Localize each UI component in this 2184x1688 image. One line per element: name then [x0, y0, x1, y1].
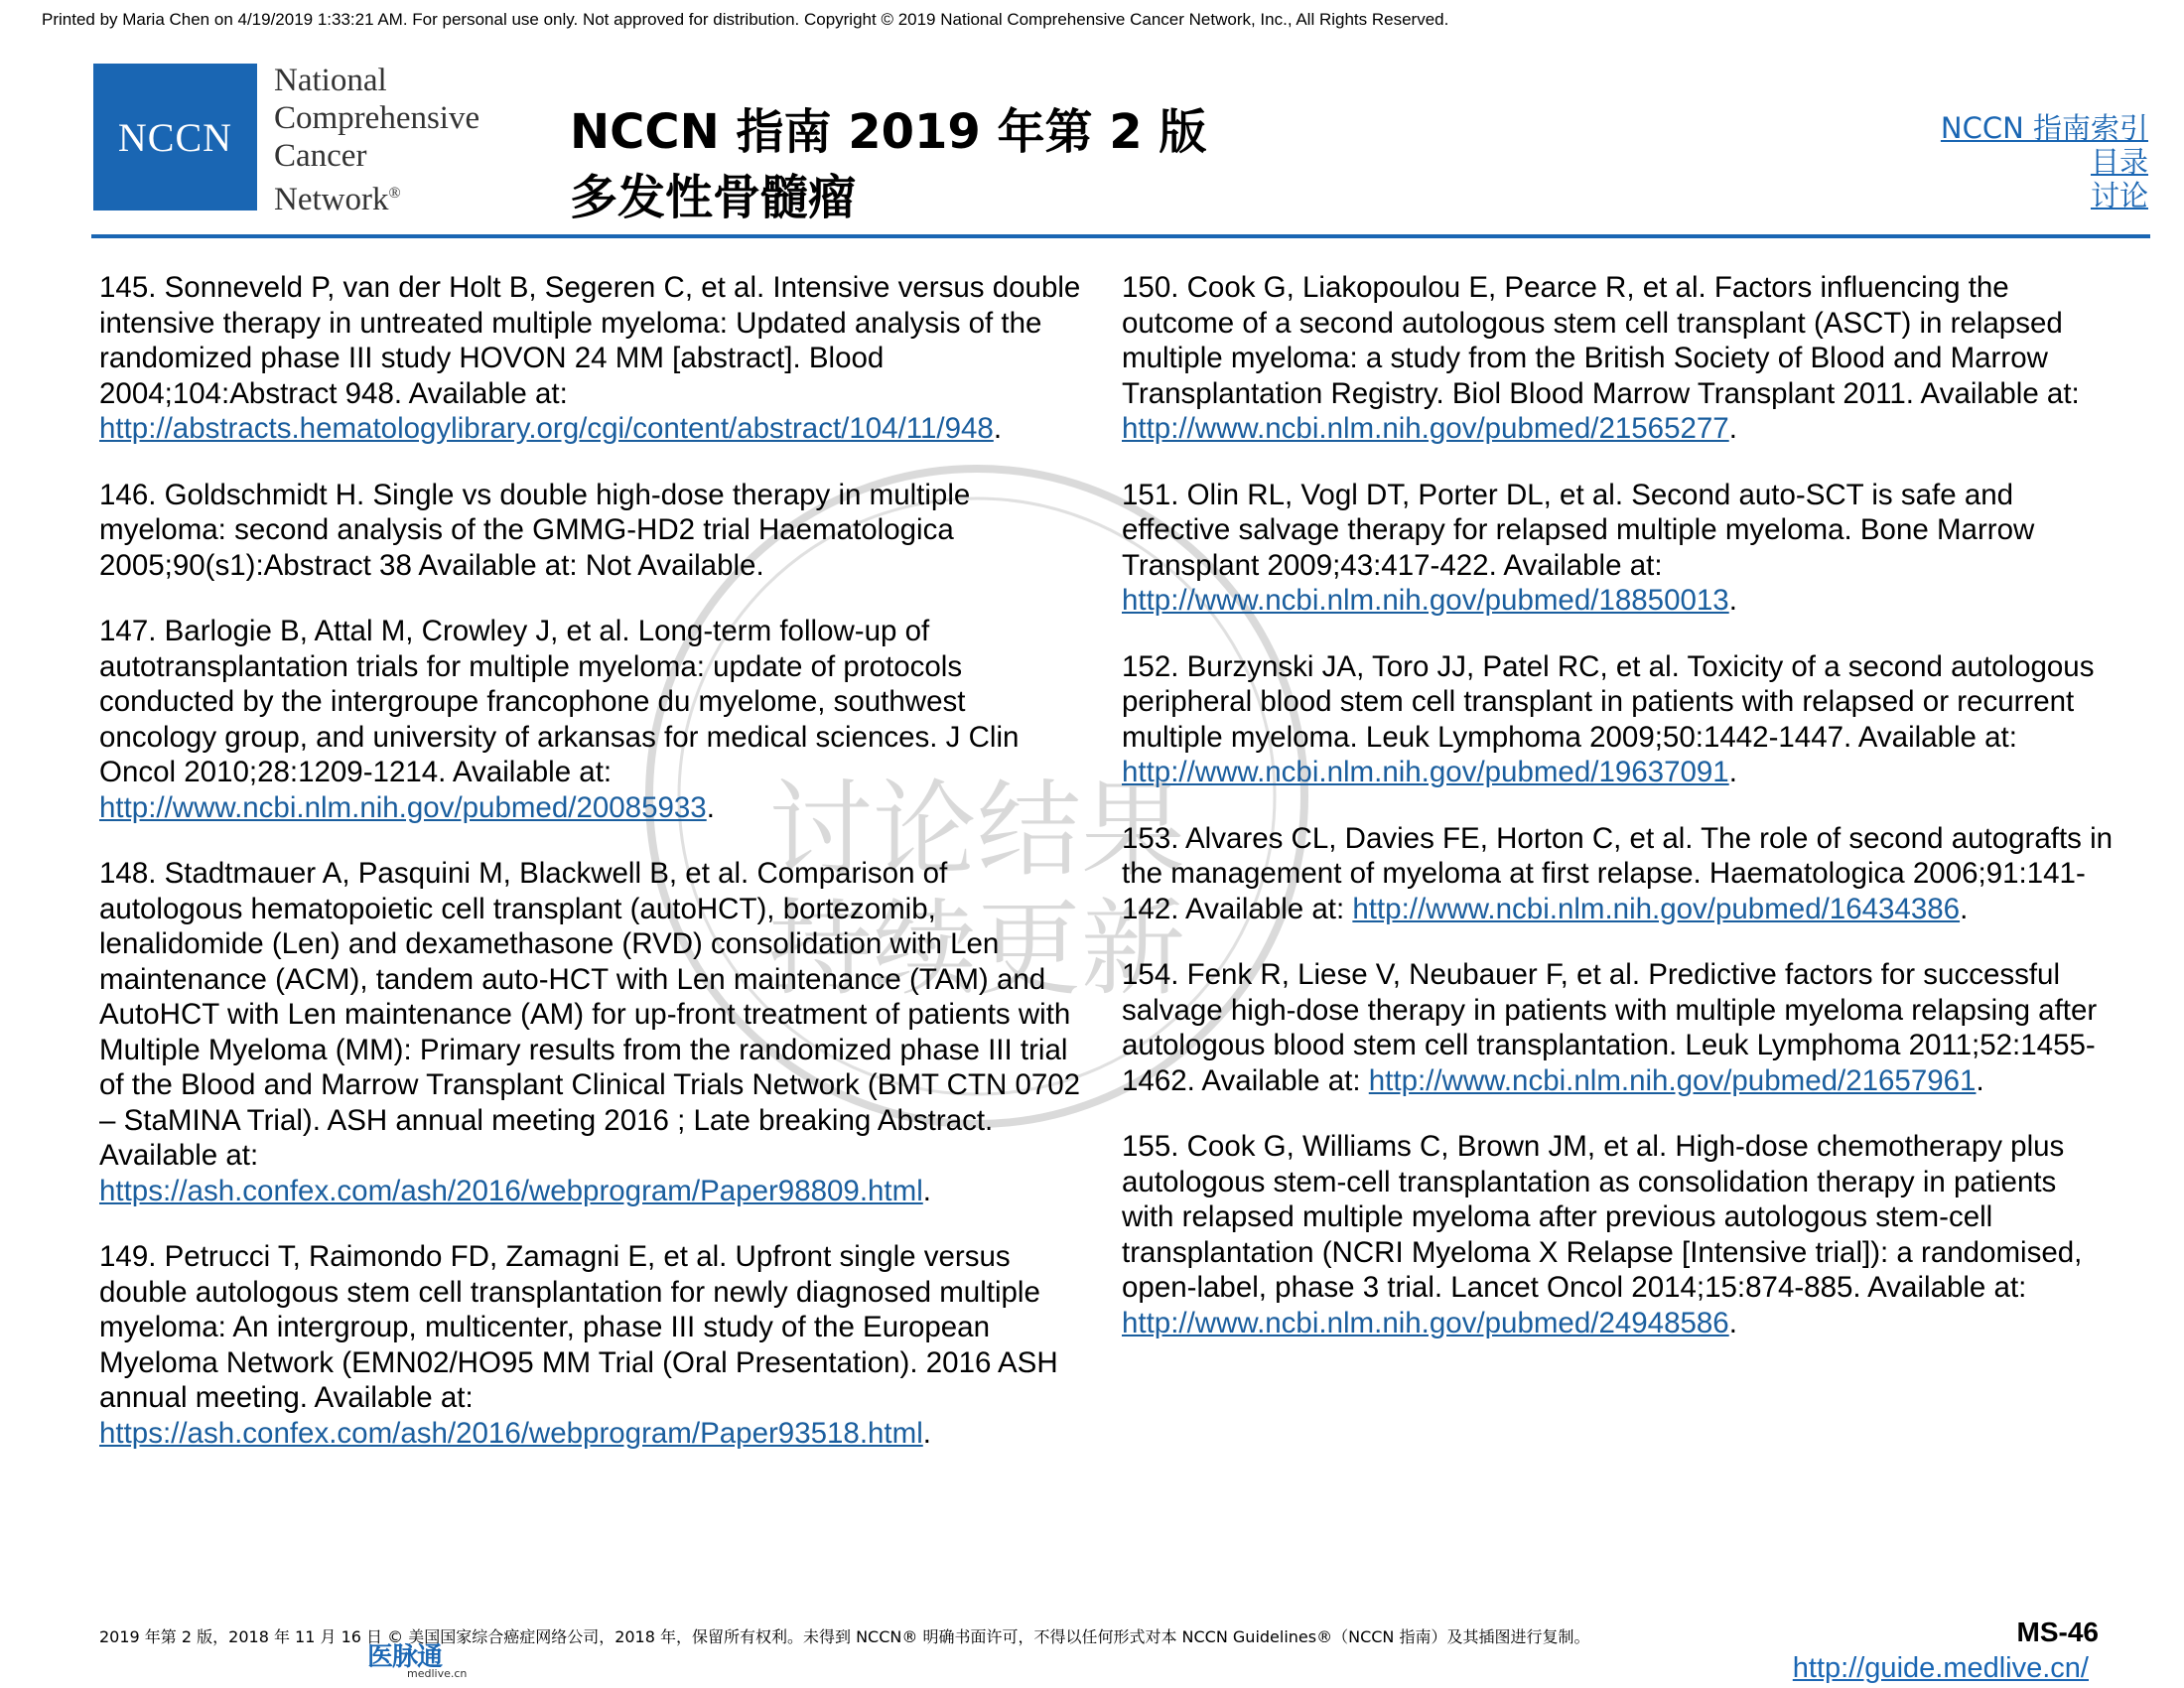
- medlive-logo: [367, 1636, 467, 1680]
- org-name: [274, 62, 479, 218]
- reference-151: 151. Olin RL, Vogl DT, Porter DL, et al. Second auto-SCT is safe and effective salvage therapy for relapsed multiple myeloma. Bone Marrow Transplant 2009;43:417-422. Available at: http://www.ncbi.nlm.nih.gov/pubmed/18850013.: [1122, 478, 2035, 617]
- link-guidelines-index[interactable]: NCCN 指南索引: [1940, 111, 2148, 145]
- reference-link[interactable]: http://www.ncbi.nlm.nih.gov/pubmed/16434386: [1352, 892, 1961, 925]
- org-name-line: Network®: [274, 182, 401, 217]
- references-left-column: [99, 270, 1082, 1481]
- reference-link[interactable]: http://www.ncbi.nlm.nih.gov/pubmed/18850013: [1122, 584, 1729, 617]
- reference-154: 154. Fenk R, Liese V, Neubauer F, et al. Predictive factors for successful salvage high-dose therapy in patients with multiple myeloma relapsing after autologous blood stem cell transplantation. Leuk Lymphoma 2011;52:1455-1462. Available at: http://www.ncbi.nlm.nih.gov/pubmed/21657961.: [1122, 958, 2098, 1097]
- reference-149: 149. Petrucci T, Raimondo FD, Zamagni E, et al. Upfront single versus double autologous stem cell transplantation for newly diagnosed multiple myeloma: An intergroup, multicenter, phase III study of the European Myeloma Network (EMN02/HO95 MM Trial (Oral Presentation). 2016 ASH annual meeting. Available at: https://ash.confex.com/ash/2016/webprogram/Paper93518.html.: [99, 1240, 1058, 1450]
- footer-copyright: 2019 年第 2 版，2018 年 11 月 16 日 © 美国国家综合癌症网络公司，2018 年，保留所有权利。未得到 NCCN® 明确书面许可，不得以任何形式对本 NCCN Guidelines®（NCCN 指南）及其插图进行复制。: [99, 1627, 1590, 1646]
- medlive-logo-text: 医脉通: [367, 1642, 443, 1672]
- title-line-1: NCCN 指南 2019 年第 2 版: [570, 104, 1207, 160]
- reference-153: 153. Alvares CL, Davies FE, Horton C, et al. The role of second autografts in the management of myeloma at first relapse. Haematologica 2006;91:141-142. Available at: http://www.ncbi.nlm.nih.gov/pubmed/16434386.: [1122, 821, 2114, 925]
- reference-link[interactable]: http://www.ncbi.nlm.nih.gov/pubmed/20085933: [99, 790, 707, 824]
- link-discussion[interactable]: 讨论: [2090, 179, 2148, 212]
- reference-146: 146. Goldschmidt H. Single vs double high-dose therapy in multiple myeloma: second analysis of the GMMG-HD2 trial Haematologica 2005;90(s1):Abstract 38 Available at: Not Available.: [99, 478, 971, 582]
- reference-link[interactable]: http://abstracts.hematologylibrary.org/cgi/content/abstract/104/11/948: [99, 412, 994, 445]
- watermark-text-2: 持续更新: [767, 889, 1186, 1010]
- reference-link[interactable]: http://www.ncbi.nlm.nih.gov/pubmed/19637091: [1122, 756, 1729, 788]
- org-name-line: National: [274, 63, 387, 98]
- references-right-column: [1122, 270, 2115, 1371]
- footer-url-link[interactable]: http://guide.medlive.cn/: [1792, 1652, 2089, 1684]
- medlive-logo-sub: medlive.cn: [407, 1667, 468, 1680]
- title-line-2: 多发性骨髓瘤: [570, 170, 857, 225]
- top-nav: [1941, 111, 2148, 212]
- reference-147: 147. Barlogie B, Attal M, Crowley J, et al. Long-term follow-up of autotransplantation trials for multiple myeloma: update of protocols conducted by the intergroupe francophone du myelome, southwest oncology group, and university of arkansas for medical sciences. J Clin Oncol 2010;28:1209-1214. Available at: http://www.ncbi.nlm.nih.gov/pubmed/20085933.: [99, 615, 1020, 824]
- reference-152: 152. Burzynski JA, Toro JJ, Patel RC, et al. Toxicity of a second autologous peripheral blood stem cell transplant in patients with relapsed or recurrent multiple myeloma. Leuk Lymphoma 2009;50:1442-1447. Available at: http://www.ncbi.nlm.nih.gov/pubmed/19637091.: [1122, 649, 2095, 788]
- org-name-line: Cancer: [274, 138, 367, 174]
- header-divider: [91, 234, 2150, 238]
- page-title: [570, 99, 1206, 230]
- reference-link[interactable]: https://ash.confex.com/ash/2016/webprogram/Paper98809.html: [99, 1174, 923, 1207]
- link-table-of-contents[interactable]: 目录: [2090, 145, 2148, 179]
- reference-155: 155. Cook G, Williams C, Brown JM, et al. High-dose chemotherapy plus autologous stem-cell transplantation as consolidation therapy in patients with relapsed multiple myeloma after previous autologous stem-cell transplantation (NCRI Myeloma X Relapse [Intensive trial]): a randomised, open-label, phase 3 trial. Lancet Oncol 2014;15:874-885. Available at: http://www.ncbi.nlm.nih.gov/pubmed/24948586.: [1122, 1130, 2083, 1339]
- reference-150: 150. Cook G, Liakopoulou E, Pearce R, et al. Factors influencing the outcome of a second autologous stem cell transplant (ASCT) in relapsed multiple myeloma: a study from the British Society of Blood and Marrow Transplantation Registry. Biol Blood Marrow Transplant 2011. Available at: http://www.ncbi.nlm.nih.gov/pubmed/21565277.: [1122, 271, 2080, 445]
- reference-link[interactable]: https://ash.confex.com/ash/2016/webprogram/Paper93518.html: [99, 1416, 923, 1450]
- watermark-text-1: 讨论结果: [767, 770, 1186, 891]
- print-header: Printed by Maria Chen on 4/19/2019 1:33:21 AM. For personal use only. Not approved for distribution. Copyright © 2019 National Comprehensive Cancer Network, Inc., All Rights Reserved.: [42, 10, 1449, 29]
- registered-mark: ®: [388, 185, 401, 202]
- reference-148: 148. Stadtmauer A, Pasquini M, Blackwell B, et al. Comparison of autologous hematopoietic cell transplant (autoHCT), bortezomib, lenalidomide (Len) and dexamethasone (RVD) consolidation with Len maintenance (ACM), tandem auto-HCT with Len maintenance (TAM) and AutoHCT with Len maintenance (AM) for up-front treatment of patients with Multiple Myeloma (MM): Primary results from the randomized phase III trial of the Blood and Marrow Transplant Clinical Trials Network (BMT CTN 0702 – StaMINA Trial). ASH annual meeting 2016 ; Late breaking Abstract. Available at: https://ash.confex.com/ash/2016/webprogram/Paper98809.html.: [99, 857, 1081, 1207]
- org-name-line: Comprehensive: [274, 100, 480, 136]
- reference-link[interactable]: http://www.ncbi.nlm.nih.gov/pubmed/21565277: [1122, 412, 1729, 445]
- nccn-logo-text: NCCN: [117, 114, 233, 160]
- reference-145: 145. Sonneveld P, van der Holt B, Segeren C, et al. Intensive versus double intensive therapy in untreated multiple myeloma: Updated analysis of the randomized phase III study HOVON 24 MM [abstract]. Blood 2004;104:Abstract 948. Available at: http://abstracts.hematologylibrary.org/cgi/content/abstract/104/11/948.: [99, 271, 1081, 445]
- reference-link[interactable]: http://www.ncbi.nlm.nih.gov/pubmed/21657961: [1368, 1063, 1977, 1097]
- page-number: MS-46: [2016, 1617, 2099, 1647]
- nccn-logo: [93, 64, 257, 211]
- reference-link[interactable]: http://www.ncbi.nlm.nih.gov/pubmed/24948586: [1122, 1306, 1729, 1339]
